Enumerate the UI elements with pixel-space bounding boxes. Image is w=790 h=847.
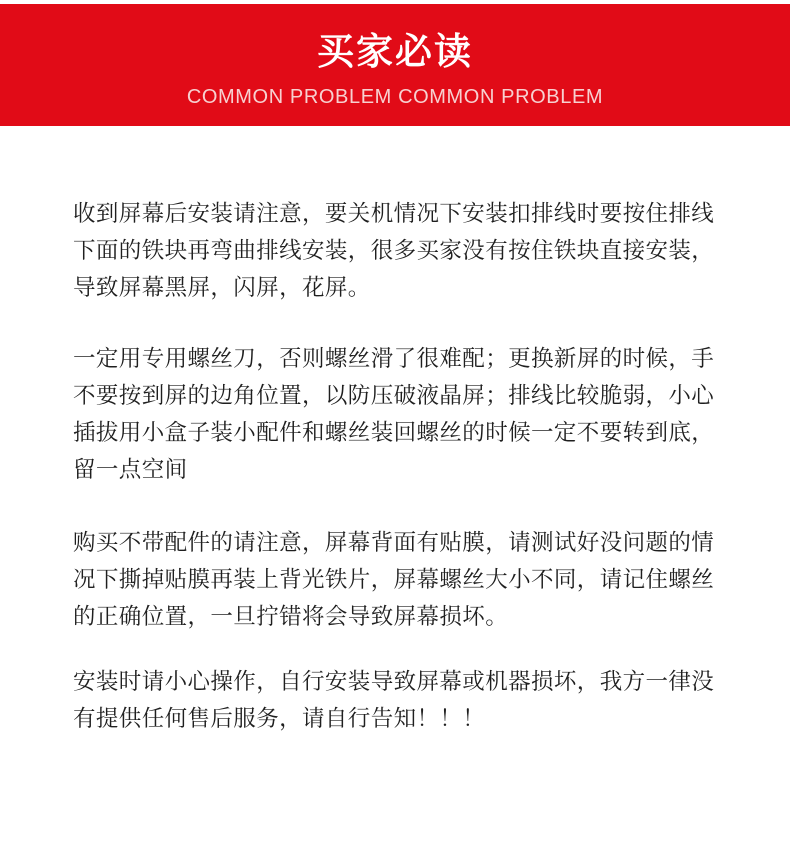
notice-paragraph-installation: 收到屏幕后安装请注意，要关机情况下安装扣排线时要按住排线下面的铁块再弯曲排线安装，很多买家没有按住铁块直接安装，导致屏幕黑屏，闪屏，花屏。 [73,201,715,301]
notice-content [73,196,733,738]
notice-paragraph-accessories: 购买不带配件的请注意，屏幕背面有贴膜，请测试好没问题的情况下撕掉贴膜再装上背光铁片，屏幕螺丝大小不同，请记住螺丝的正确位置，一旦拧错将会导致屏幕损坏。 [73,530,715,630]
page-subtitle: COMMON PROBLEM COMMON PROBLEM [186,86,604,108]
page-title: 买家必读 [317,30,473,73]
header-banner [0,4,790,126]
notice-paragraph-disclaimer: 安装时请小心操作，自行安装导致屏幕或机器损坏，我方一律没有提供任何售后服务，请自行告知！！！ [73,669,715,732]
notice-paragraph-screwdriver: 一定用专用螺丝刀，否则螺丝滑了很难配；更换新屏的时候，手不要按到屏的边角位置，以防压破液晶屏；排线比较脆弱，小心插拔用小盒子装小配件和螺丝装回螺丝的时候一定不要转到底，留一点空间 [73,346,715,483]
